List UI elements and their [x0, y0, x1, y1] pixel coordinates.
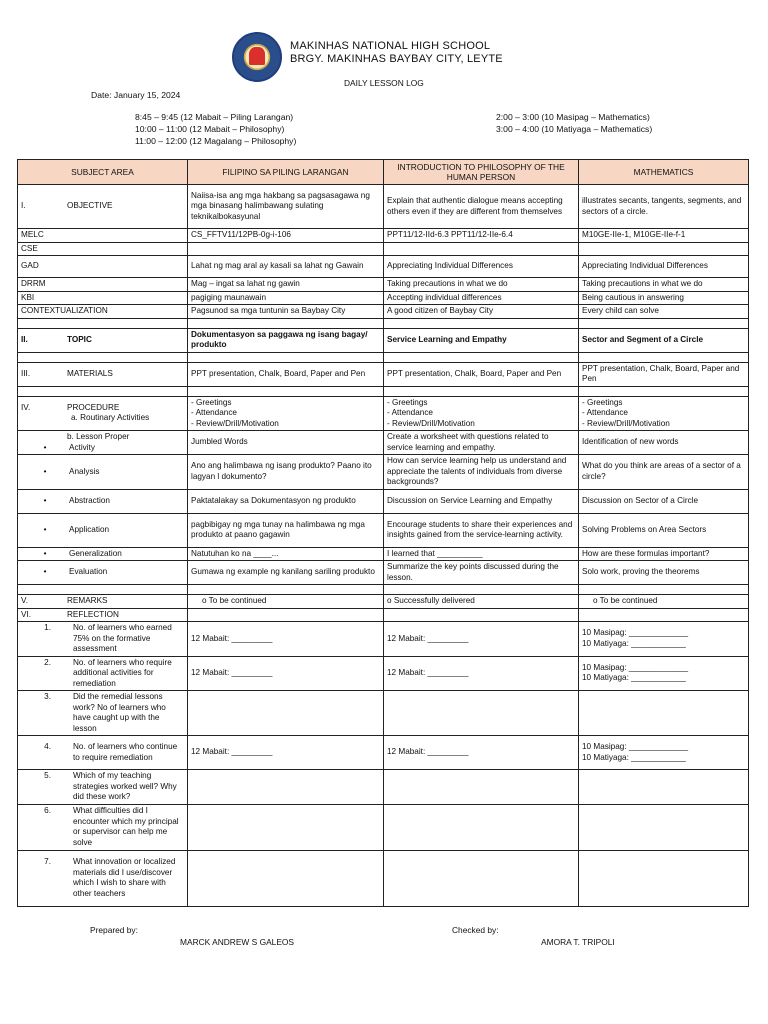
row-label: • Generalization	[18, 547, 188, 561]
cell: Summarize the key points discussed during the lesson.	[384, 561, 579, 585]
cell: Lahat ng mag aral ay kasali sa lahat ng Gawain	[188, 256, 384, 278]
row-label: V. REMARKS	[18, 595, 188, 609]
cell: Identification of new words	[579, 431, 749, 455]
reflection-item: 7. What innovation or localized materials did I use/discover which I wish to share with other teachers	[18, 850, 749, 906]
cell: pagbibigay ng mga tunay na halimbawa ng mga produkto at paano gagawin	[188, 513, 384, 547]
cell: Appreciating Individual Differences	[384, 256, 579, 278]
row-abstraction	[18, 489, 749, 513]
row-remarks	[18, 595, 749, 609]
cell: Taking precautions in what we do	[384, 278, 579, 292]
schedule-item: 8:45 – 9:45 (12 Mabait – Piling Larangan)	[135, 112, 294, 122]
cell: Service Learning and Empathy	[384, 328, 579, 352]
schedule-item: 10:00 – 11:00 (12 Mabait – Philosophy)	[135, 124, 285, 134]
doc-title: DAILY LESSON LOG	[344, 78, 424, 88]
row-contextualization	[18, 305, 749, 319]
cell: M10GE-IIe-1, M10GE-IIe-f-1	[579, 229, 749, 243]
cell: o To be continued	[579, 595, 749, 609]
school-address: BRGY. MAKINHAS BAYBAY CITY, LEYTE	[290, 53, 503, 65]
cell: - Greetings - Attendance - Review/Drill/Motivation	[579, 396, 749, 431]
row-label: II. TOPIC	[18, 328, 188, 352]
cell: Jumbled Words	[188, 431, 384, 455]
header-subject-area: SUBJECT AREA	[18, 160, 188, 185]
cell: Discussion on Service Learning and Empathy	[384, 489, 579, 513]
cell: Ano ang halimbawa ng isang produkto? Paano ito lagyan l dokumento?	[188, 455, 384, 490]
cell: Create a worksheet with questions related to service learning and empathy.	[384, 431, 579, 455]
row-label: • Evaluation	[18, 561, 188, 585]
row-melc	[18, 229, 749, 243]
cell: 12 Mabait: _________	[188, 656, 384, 691]
schedule-left	[135, 111, 296, 147]
reflection-item: 2. No. of learners who require additional activities for remediation 12 Mabait: _________ 12 Mabait: _________ 10 Masipag: _____________ 10 Matiyaga: ____________	[18, 656, 749, 691]
row-label: I. OBJECTIVE	[18, 185, 188, 229]
cell: 12 Mabait: _________	[384, 622, 579, 657]
cell: - Greetings - Attendance - Review/Drill/Motivation	[188, 396, 384, 431]
cell: pagiging maunawain	[188, 291, 384, 305]
row-generalization	[18, 547, 749, 561]
row-label: CONTEXTUALIZATION	[18, 305, 188, 319]
cell: Appreciating Individual Differences	[579, 256, 749, 278]
cell: Being cautious in answering	[579, 291, 749, 305]
row-topic	[18, 328, 749, 352]
lesson-log-table	[17, 159, 749, 907]
row-materials	[18, 362, 749, 386]
row-label: GAD	[18, 256, 188, 278]
row-evaluation	[18, 561, 749, 585]
row-application	[18, 513, 749, 547]
row-label: KBI	[18, 291, 188, 305]
cell: Solo work, proving the theorems	[579, 561, 749, 585]
cell: 10 Masipag: _____________ 10 Matiyaga: ____________	[579, 656, 749, 691]
cell: - Greetings - Attendance - Review/Drill/Motivation	[384, 396, 579, 431]
row-cse	[18, 242, 749, 256]
cell: Mag – ingat sa lahat ng gawin	[188, 278, 384, 292]
reflection-item: 1. No. of learners who earned 75% on the formative assessment 12 Mabait: _________ 12 Mabait: _________ 10 Masipag: _____________ 10 Matiyaga: ____________	[18, 622, 749, 657]
schedule-item: 11:00 – 12:00 (12 Magalang – Philosophy)	[135, 136, 297, 146]
cell: Dokumentasyon sa paggawa ng isang bagay/ produkto	[188, 328, 384, 352]
cell: Sector and Segment of a Circle	[579, 328, 749, 352]
row-label: • Application	[18, 513, 188, 547]
school-logo	[232, 32, 282, 82]
cell: PPT presentation, Chalk, Board, Paper and Pen	[188, 362, 384, 386]
cell: Naiisa-isa ang mga hakbang sa pagsasagawa ng mga binasang halimbawang sulating teknikalbokasyunal	[188, 185, 384, 229]
row-label: MELC	[18, 229, 188, 243]
reflection-item: 3. Did the remedial lessons work? No of learners who have caught up with the lesson	[18, 691, 749, 736]
cell: How can service learning help us understand and appreciate the talents of individuals from diverse backgrounds?	[384, 455, 579, 490]
cell: Discussion on Sector of a Circle	[579, 489, 749, 513]
cell: Gumawa ng example ng kanilang sariling produkto	[188, 561, 384, 585]
cell: o Successfully delivered	[384, 595, 579, 609]
checked-by-label: Checked by:	[452, 925, 499, 935]
cell: What do you think are areas of a sector of a circle?	[579, 455, 749, 490]
cell: Paktatalakay sa Dokumentasyon ng produkto	[188, 489, 384, 513]
cell: Encourage students to share their experiences and insights gained from the service-learning activity.	[384, 513, 579, 547]
cell: 12 Mabait: _________	[384, 736, 579, 770]
reflection-item: 4. No. of learners who continue to require remediation 12 Mabait: _________ 12 Mabait: _________ 10 Masipag: _____________ 10 Matiyaga: ____________	[18, 736, 749, 770]
cell: 12 Mabait: _________	[188, 622, 384, 657]
cell: Explain that authentic dialogue means accepting others even if they are different from themselves	[384, 185, 579, 229]
cell: 10 Masipag: _____________ 10 Matiyaga: ____________	[579, 622, 749, 657]
cell: PPT presentation, Chalk, Board, Paper and Pen	[579, 362, 749, 386]
cell: Taking precautions in what we do	[579, 278, 749, 292]
cell: Accepting individual differences	[384, 291, 579, 305]
cell: 12 Mabait: _________	[188, 736, 384, 770]
row-objective	[18, 185, 749, 229]
row-label: IV. PROCEDURE a. Routinary Activities	[18, 396, 188, 431]
header-mathematics: MATHEMATICS	[579, 160, 749, 185]
row-analysis	[18, 455, 749, 490]
cell: Every child can solve	[579, 305, 749, 319]
cell: o To be continued	[188, 595, 384, 609]
row-reflection	[18, 608, 749, 622]
row-kbi	[18, 291, 749, 305]
cell: PPT presentation, Chalk, Board, Paper and Pen	[384, 362, 579, 386]
cell: I learned that __________	[384, 547, 579, 561]
row-gad	[18, 256, 749, 278]
row-label: DRRM	[18, 278, 188, 292]
cell: Natutuhan ko na ____...	[188, 547, 384, 561]
cell: How are these formulas important?	[579, 547, 749, 561]
row-label: III. MATERIALS	[18, 362, 188, 386]
row-label: b. Lesson Proper • Activity	[18, 431, 188, 455]
row-label: VI. REFLECTION	[18, 608, 188, 622]
row-label: • Abstraction	[18, 489, 188, 513]
schedule-item: 3:00 – 4:00 (10 Matiyaga – Mathematics)	[496, 124, 653, 134]
header-filipino: FILIPINO SA PILING LARANGAN	[188, 160, 384, 185]
schedule-item: 2:00 – 3:00 (10 Masipag – Mathematics)	[496, 112, 650, 122]
cell: 10 Masipag: _____________ 10 Matiyaga: ____________	[579, 736, 749, 770]
cell: CS_FFTV11/12PB-0g-i-106	[188, 229, 384, 243]
table-header-row	[18, 160, 749, 185]
cell: illustrates secants, tangents, segments, and sectors of a circle.	[579, 185, 749, 229]
cell: A good citizen of Baybay City	[384, 305, 579, 319]
prepared-by-label: Prepared by:	[90, 925, 138, 935]
row-label: • Analysis	[18, 455, 188, 490]
cell: Solving Problems on Area Sectors	[579, 513, 749, 547]
reflection-item: 5. Which of my teaching strategies worked well? Why did these work?	[18, 770, 749, 805]
row-procedure	[18, 396, 749, 431]
checked-by-name: AMORA T. TRIPOLI	[541, 937, 615, 947]
prepared-by-name: MARCK ANDREW S GALEOS	[180, 937, 295, 947]
row-label: CSE	[18, 242, 188, 256]
cell: 12 Mabait: _________	[384, 656, 579, 691]
school-name: MAKINHAS NATIONAL HIGH SCHOOL	[290, 40, 491, 52]
cell: PPT11/12-IId-6.3 PPT11/12-IIe-6.4	[384, 229, 579, 243]
lesson-date: Date: January 15, 2024	[91, 90, 181, 100]
cell: Pagsunod sa mga tuntunin sa Baybay City	[188, 305, 384, 319]
row-activity	[18, 431, 749, 455]
reflection-item: 6. What difficulties did I encounter which my principal or supervisor can help me solve	[18, 804, 749, 850]
schedule-right	[496, 111, 652, 135]
row-drrm	[18, 278, 749, 292]
header-philosophy: INTRODUCTION TO PHILOSOPHY OF THE HUMAN PERSON	[384, 160, 579, 185]
